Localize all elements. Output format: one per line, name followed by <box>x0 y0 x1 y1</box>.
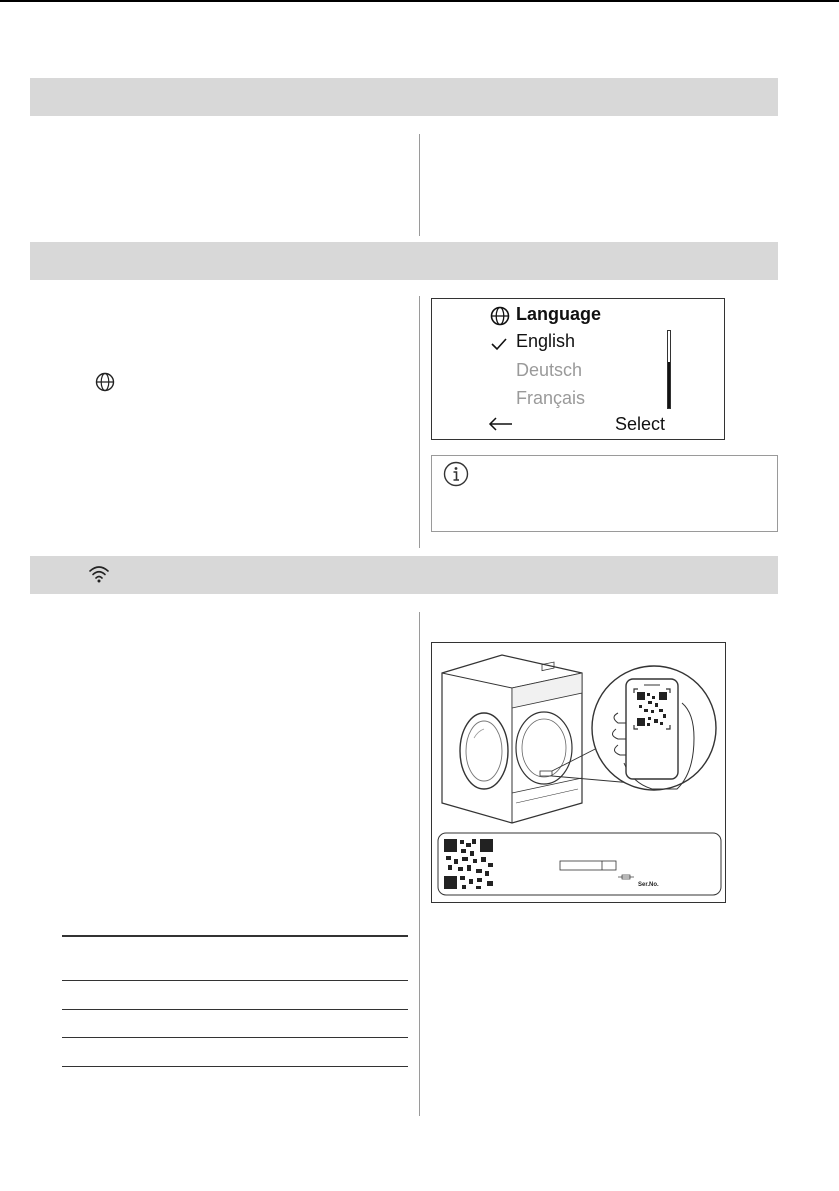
table-row-divider <box>62 1009 408 1010</box>
dryer-illustration <box>432 643 725 902</box>
language-option[interactable]: Français <box>516 388 586 408</box>
top-border <box>0 0 839 2</box>
table-row-divider <box>62 980 408 981</box>
language-option-selected[interactable]: English <box>516 331 576 351</box>
section-band-2 <box>30 242 778 280</box>
select-button[interactable]: Select <box>615 414 666 434</box>
app-connection-illustration <box>431 642 726 903</box>
column-divider-3 <box>419 612 420 1116</box>
table-row-divider <box>62 1037 408 1038</box>
table-top-rule <box>62 935 408 937</box>
section-band-1 <box>30 78 778 116</box>
column-divider-1 <box>419 134 420 236</box>
info-icon <box>443 461 469 487</box>
scrollbar[interactable] <box>667 330 671 409</box>
language-display <box>431 298 725 440</box>
info-note <box>431 455 778 532</box>
language-option[interactable]: Deutsch <box>516 360 583 380</box>
display-title: Language <box>516 304 602 324</box>
table-bottom-rule <box>62 1066 408 1067</box>
globe-icon <box>95 372 115 392</box>
section-band-3 <box>30 556 778 594</box>
scrollbar-thumb[interactable] <box>668 362 670 408</box>
column-divider-2 <box>419 296 420 548</box>
globe-icon <box>490 306 510 326</box>
back-arrow-icon[interactable] <box>488 417 514 431</box>
wifi-icon <box>88 565 110 583</box>
serial-number-label: Ser.No. <box>638 882 659 888</box>
checkmark-icon <box>490 337 508 351</box>
